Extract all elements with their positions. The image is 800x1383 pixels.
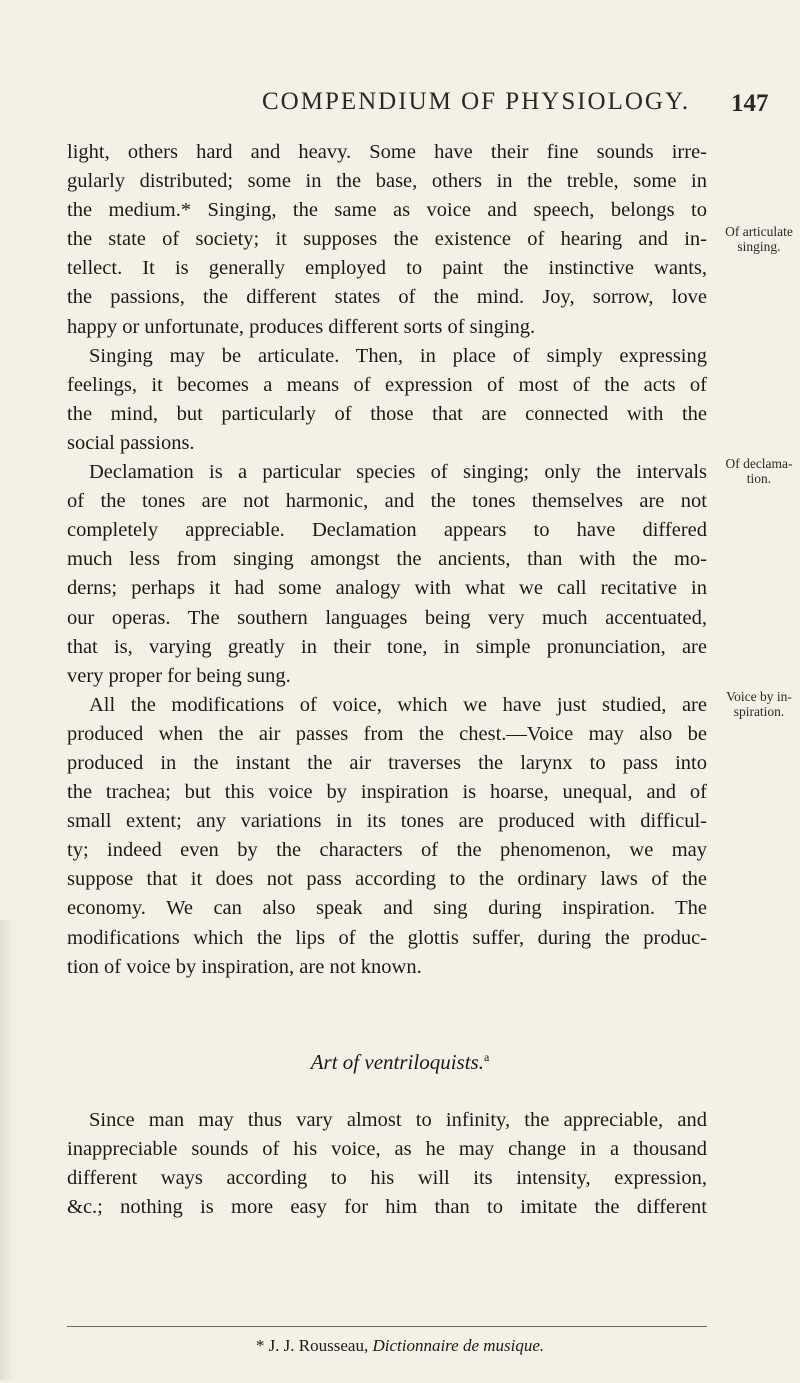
margin-note-line: singing. xyxy=(737,239,781,254)
text-line: economy. We can also speak and sing during inspiration. The xyxy=(67,897,707,920)
text-line: derns; perhaps it had some analogy with what we call recitative in xyxy=(67,577,707,600)
page-number: 147 xyxy=(731,90,769,117)
footnote-rule xyxy=(67,1326,707,1327)
text-line: tion of voice by inspiration, are not known. xyxy=(67,955,422,978)
text-line: gularly distributed; some in the base, others in the treble, some in xyxy=(67,170,707,193)
text-line: the medium.* Singing, the same as voice and speech, belongs to xyxy=(67,199,707,222)
text-line: tellect. It is generally employed to paint the instinctive wants, xyxy=(67,257,707,280)
text-line: our operas. The southern languages being very much accentuated, xyxy=(67,606,707,629)
text-line: the mind, but particularly of those that are connected with the xyxy=(67,402,707,425)
text-line: different ways according to his will its intensity, expression, xyxy=(67,1167,707,1190)
section-body-text xyxy=(67,1106,707,1222)
text-line: the passions, the different states of the mind. Joy, sorrow, love xyxy=(67,286,707,309)
text-line: the state of society; it supposes the existence of hearing and in- xyxy=(67,228,707,251)
text-line: ty; indeed even by the characters of the phenomenon, we may xyxy=(67,839,707,862)
margin-note-line: Voice by in- xyxy=(726,689,792,704)
page-edge-shading xyxy=(0,920,14,1380)
text-line: social passions. xyxy=(67,431,195,454)
text-line: much less from singing amongst the ancients, than with the mo- xyxy=(67,548,707,571)
margin-note-line: Of declama- xyxy=(725,456,793,471)
text-line: feelings, it becomes a means of expression of most of the acts of xyxy=(67,373,707,396)
footnote-title: Dictionnaire de musique. xyxy=(372,1336,545,1355)
text-line: the trachea; but this voice by inspiration is hoarse, unequal, and of xyxy=(67,781,707,804)
body-text xyxy=(67,138,707,982)
footnote-author: J. J. Rousseau, xyxy=(268,1336,369,1355)
margin-note-line: Of articulate xyxy=(725,224,793,239)
text-line: completely appreciable. Declamation appears to have differed xyxy=(67,519,707,542)
footnote-marker: * xyxy=(255,1336,265,1355)
text-line: very proper for being sung. xyxy=(67,664,291,687)
page-header xyxy=(0,88,800,128)
footnote xyxy=(0,1336,800,1356)
text-line: Since man may thus vary almost to infinity, the appreciable, and xyxy=(89,1109,707,1131)
text-line: that is, varying greatly in their tone, in simple pronunciation, are xyxy=(67,635,707,658)
text-line: produced when the air passes from the chest.—Voice may also be xyxy=(67,722,707,745)
margin-note-declamation xyxy=(718,456,800,486)
running-title: COMPENDIUM OF PHYSIOLOGY. xyxy=(262,88,691,115)
text-line: &c.; nothing is more easy for him than to imitate the different xyxy=(67,1196,707,1219)
text-line: suppose that it does not pass according to the ordinary laws of the xyxy=(67,868,707,891)
text-line: small extent; any variations in its tones are produced with difficul- xyxy=(67,810,707,833)
margin-note-voice-by-inspiration xyxy=(718,689,800,719)
text-line: light, others hard and heavy. Some have their fine sounds irre- xyxy=(67,141,707,163)
text-line: happy or unfortunate, produces different sorts of singing. xyxy=(67,315,536,338)
text-line: inappreciable sounds of his voice, as he may change in a thousand xyxy=(67,1138,707,1161)
text-line: of the tones are not harmonic, and the tones themselves are not xyxy=(67,490,707,513)
margin-note-line: spiration. xyxy=(733,704,785,719)
text-line: modifications which the lips of the glottis suffer, during the produc- xyxy=(67,926,707,949)
text-line: produced in the instant the air traverses the larynx to pass into xyxy=(67,751,707,774)
text-line: Singing may be articulate. Then, in place of simply expressing xyxy=(89,344,707,367)
section-heading xyxy=(0,1050,800,1075)
section-heading-text: Art of ventriloquists. xyxy=(310,1050,484,1074)
text-line: Declamation is a particular species of singing; only the intervals xyxy=(89,461,707,484)
section-heading-note-marker: a xyxy=(483,1050,490,1064)
margin-note-articulate-singing xyxy=(718,224,800,254)
margin-note-line: tion. xyxy=(746,471,772,486)
text-line: All the modifications of voice, which we have just studied, are xyxy=(89,693,707,716)
